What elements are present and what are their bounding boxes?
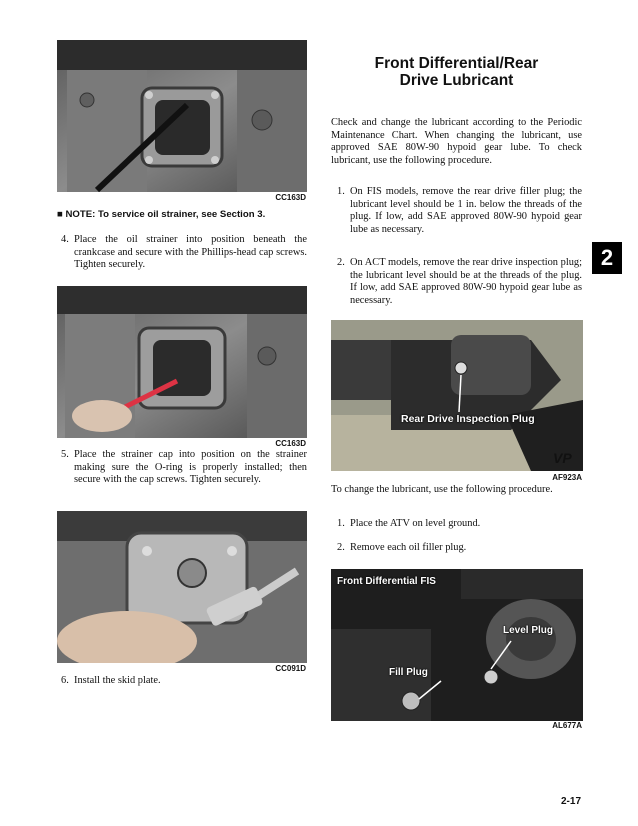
figure-code: CC091D (275, 664, 306, 673)
step-text: Install the skid plate. (74, 675, 161, 686)
figure-oil-strainer-photo (57, 40, 307, 192)
step-text: On ACT models, remove the rear drive inspection plug; the lubricant level should be at the threads of the plug. If low, add SAE approved 80W-90 hypoid gear lube as necessary. (350, 257, 582, 306)
fill-plug-label: Fill Plug (389, 667, 428, 678)
change-step-2 (337, 542, 582, 555)
step-text: Place the strainer cap into position on the strainer making sure the O-ring is properly installed; then secure with the cap screws. Tighten securely. (74, 449, 307, 486)
section-tab: 2 (592, 242, 622, 274)
change-intro-text: To change the lubricant, use the following procedure. (331, 484, 553, 495)
section-title (330, 55, 583, 89)
step-6 (61, 675, 307, 688)
step-number: 4. (61, 234, 69, 245)
figure-code: AF923A (552, 473, 582, 482)
step-text: On FIS models, remove the rear drive filler plug; the lubricant level should be 1 in. below the threads of the plug. If low, add SAE approved 80W-90 hypoid gear lube as necessary. (350, 186, 582, 235)
rear-drive-image (331, 320, 583, 471)
step-number: 1. (337, 518, 345, 529)
step-text: Remove each oil filler plug. (350, 542, 467, 553)
figure-code: CC163D (275, 193, 306, 202)
note-text (57, 209, 317, 220)
step-number: 2. (337, 542, 345, 553)
front-differential-image (331, 569, 583, 721)
check-step-2 (337, 257, 582, 307)
strainer-install-image (57, 286, 307, 438)
step-text: Place the ATV on level ground. (350, 518, 481, 529)
step-4 (61, 234, 307, 272)
front-diff-label: Front Differential FIS (337, 576, 436, 587)
engine-crankcase-image (57, 40, 307, 192)
strainer-cap-image (57, 511, 307, 663)
title-line-2: Drive Lubricant (399, 72, 514, 89)
check-step-1 (337, 186, 582, 236)
step-5 (61, 449, 307, 487)
square-bullet-icon: ■ (57, 209, 63, 220)
inspection-plug-label: Rear Drive Inspection Plug (401, 413, 535, 425)
change-intro (331, 484, 582, 497)
page-number: 2-17 (561, 796, 582, 807)
level-plug-label: Level Plug (503, 625, 554, 636)
figure-strainer-cap-photo (57, 511, 307, 663)
step-number: 6. (61, 675, 69, 686)
figure-front-differential-photo (331, 569, 583, 721)
figure-code: AL677A (552, 721, 582, 730)
intro-paragraph: Check and change the lubricant according to the Periodic Maintenance Chart. When changing the lubricant, use approved SAE 80W-90 hypoid gear lube. To check lubricant, use the following procedure. (331, 117, 582, 166)
vp-logo: VP (553, 450, 572, 466)
step-number: 1. (337, 186, 345, 197)
figure-code: CC163D (275, 439, 306, 448)
note-label: NOTE: To service oil strainer, see Section 3. (65, 209, 266, 220)
change-step-1 (337, 518, 582, 531)
figure-rear-drive-photo (331, 320, 583, 471)
figure-strainer-install-photo (57, 286, 307, 438)
title-line-1: Front Differential/Rear (374, 55, 539, 72)
step-number: 5. (61, 449, 69, 460)
step-text: Place the oil strainer into position beneath the crankcase and secure with the Phillips-head cap screws. Tighten securely. (74, 234, 307, 271)
step-number: 2. (337, 257, 345, 268)
